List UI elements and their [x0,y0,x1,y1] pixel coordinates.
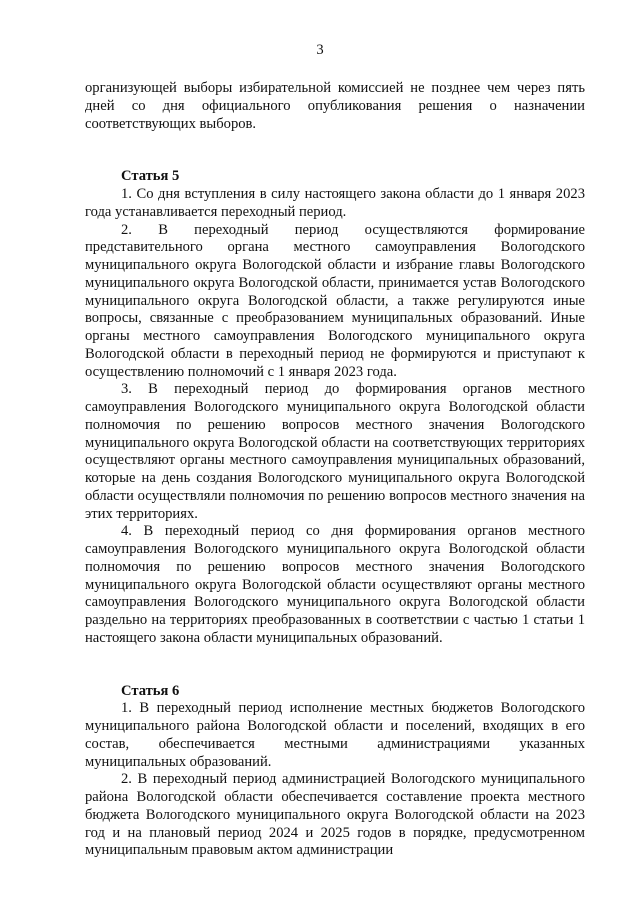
article-6-paragraph: 2. В переходный период администрацией Вологодского муниципального района Вологодской области обеспечивается составление проекта местного бюджета Вологодского муниципального округа Вологодской области на 2023 год и на плановый период 2024 и 2025 годов в порядке, предусмотренном муниципальным правовым актом администрации [85,771,585,859]
article-5-paragraph: 1. Со дня вступления в силу настоящего закона области до 1 января 2023 года устанавливается переходный период. [85,186,585,220]
article-6-heading: Статья 6 [121,682,180,699]
article-5-paragraph: 2. В переходный период осуществляются формирование представительного органа местного самоуправления Вологодского муниципального округа Вологодской области и избрание главы Вологодского муниципального округа Вологодской области, принимается устав Вологодского муниципального округа Вологодской области, а также регулируются иные вопросы, связанные с преобразованием муниципальных образований. Иные органы местного самоуправления Вологодского муниципального округа Вологодской области в переходный период не формируются и приступают к осуществлению полномочий с 1 января 2023 года. [85,221,585,380]
page-number: 3 [316,42,324,58]
article-6-paragraph: 1. В переходный период исполнение местных бюджетов Вологодского муниципального района Вологодской области и поселений, входящих в его состав, обеспечивается местными администрациями указанных муниципальных образований. [85,700,585,770]
article-5-paragraph: 3. В переходный период до формирования органов местного самоуправления Вологодского муниципального округа Вологодской области полномочия по решению вопросов местного значения Вологодского муниципального округа Вологодской области на соответствующих территориях осуществляют органы местного самоуправления муниципальных образований, которые на день создания Вологодского муниципального округа Вологодской области осуществляли полномочия по решению вопросов местного значения на этих территориях. [85,381,585,522]
document-body [85,80,585,860]
article-5-paragraph: 4. В переходный период со дня формирования органов местного самоуправления Вологодского муниципального округа Вологодской области полномочия по решению вопросов местного значения Вологодского муниципального округа Вологодской области осуществляют органы местного самоуправления Вологодского муниципального округа Вологодской области раздельно на территориях преобразованных в соответствии с частью 1 статьи 1 настоящего закона области муниципальных образований. [85,523,585,646]
intro-paragraph: организующей выборы избирательной комиссией не позднее чем через пять дней со дня официального опубликования решения о назначении соответствующих выборов. [85,80,585,132]
article-5-heading: Статья 5 [121,168,180,185]
